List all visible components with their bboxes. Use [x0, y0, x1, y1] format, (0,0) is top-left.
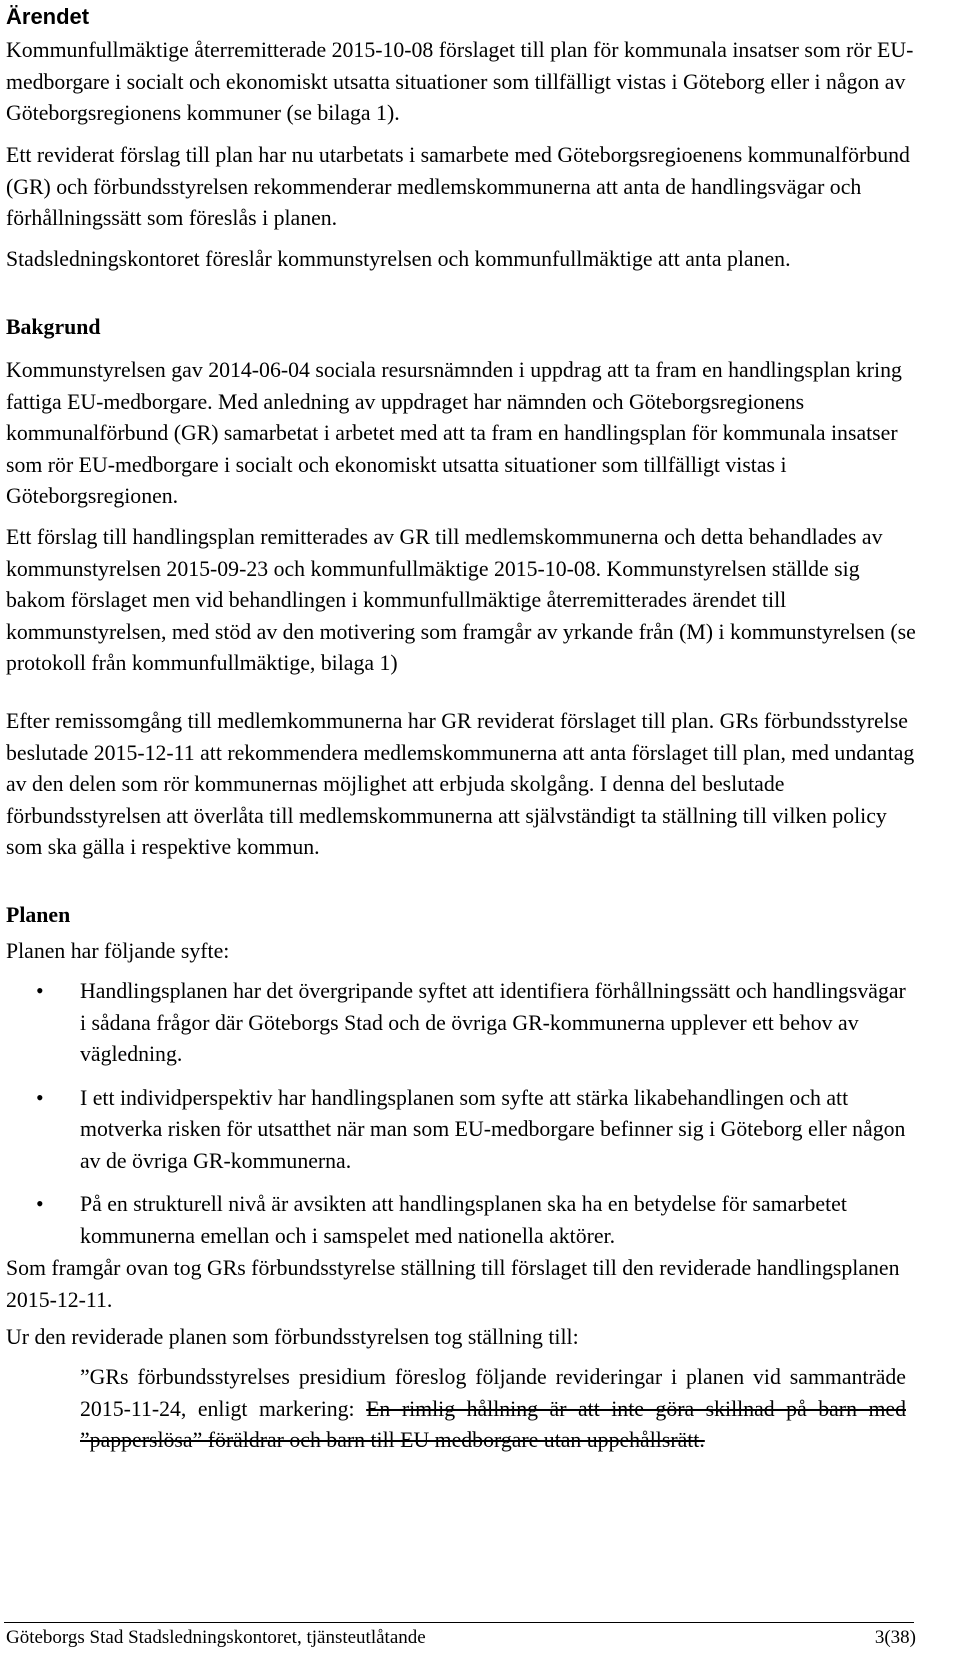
list-item-text: I ett individperspektiv har handlingsplanen som syfte att stärka likabehandlingen och att motverka risken för utsatthet när man som EU-medborgare befinner sig i Göteborg eller någon av de övriga GR-kommunerna. [80, 1085, 906, 1173]
heading-bakgrund: Bakgrund [6, 315, 101, 339]
list-item [6, 1189, 916, 1252]
page-number: 3(38) [874, 1627, 916, 1648]
arendet-paragraph-1: Kommunfullmäktige återremitterade 2015-10-08 förslaget till plan för kommunala insatser som rör EU-medborgare i socialt och ekonomiskt utsatta situationer som tillfälligt vistas i Göteborg eller i någon av Göteborgsregionens kommuner (se bilaga 1). [6, 38, 914, 125]
struck-text: En rimlig hållning är att inte göra skillnad på barn med ”papperslösa” föräldrar och barn till EU medborgare utan uppehållsrätt. [80, 1396, 906, 1452]
quote-text: ”GRs förbundsstyrelses presidium föreslog följande revideringar i planen vid sammanträde 2015-11-24, enligt markering: [80, 1365, 906, 1421]
list-item-text: Handlingsplanen har det övergripande syftet att identifiera förhållningssätt och handlingsvägar i sådana frågor där Göteborgs Stad och de övriga GR-kommunerna upplever ett behov av vägledning. [80, 979, 906, 1066]
arendet-paragraph-2: Ett reviderat förslag till plan har nu utarbetats i samarbete med Göteborgsregioenens kommunalförbund (GR) och förbundsstyrelsen rekommenderar medlemskommunerna att anta de handlingsvägar och förhållningssätt som föreslås i planen. [6, 143, 910, 230]
bullet-icon: • [36, 1192, 44, 1216]
purpose-list [6, 976, 916, 1264]
heading-arendet: Ärendet [6, 4, 90, 29]
list-item [6, 976, 916, 1071]
list-item [6, 1083, 916, 1178]
bakgrund-paragraph-2: Ett förslag till handlingsplan remitterades av GR till medlemskommunerna och detta behandlades av kommunstyrelsen 2015-09-23 och kommunfullmäktige 2015-10-08. Kommunstyrelsen ställde sig bakom förslaget men vid behandlingen i kommunfullmäktige återremitterades ärendet till kommunstyrelsen, med stöd av den motivering som framgår av yrkande från (M) i kommunstyrelsen (se protokoll från kommunfullmäktige, bilaga 1) [6, 525, 916, 675]
bullet-icon: • [36, 979, 44, 1003]
footer-divider [4, 1622, 914, 1623]
footer-source: Göteborgs Stad Stadsledningskontoret, tjänsteutlåtande [6, 1627, 426, 1648]
planen-paragraph-2: Ur den reviderade planen som förbundsstyrelsen tog ställning till: [6, 1325, 579, 1349]
bullet-icon: • [36, 1085, 44, 1110]
heading-planen: Planen [6, 903, 71, 927]
quoted-revision [80, 1362, 906, 1457]
planen-paragraph-1: Som framgår ovan tog GRs förbundsstyrelse ställning till förslaget till den reviderade handlingsplanen 2015-12-11. [6, 1256, 900, 1312]
list-item-text: På en strukturell nivå är avsikten att handlingsplanen ska ha en betydelse för samarbetet kommunerna emellan och i samspelet med nationella aktörer. [80, 1192, 847, 1248]
bakgrund-paragraph-3: Efter remissomgång till medlemkommunerna har GR reviderat förslaget till plan. GRs förbundsstyrelse beslutade 2015-12-11 att rekommendera medlemskommunerna att anta förslaget till plan, med undantag av den delen som rör kommunernas möjlighet att erbjuda skolgång. I denna del beslutade förbundsstyrelsen att överlåta till medlemskommunerna att självständigt ta ställning till vilken policy som ska gälla i respektive kommun. [6, 709, 915, 859]
planen-intro: Planen har följande syfte: [6, 939, 230, 963]
bakgrund-paragraph-1: Kommunstyrelsen gav 2014-06-04 sociala resursnämnden i uppdrag att ta fram en handlingsplan kring fattiga EU-medborgare. Med anledning av uppdraget har nämnden och Göteborgsregionens kommunalförbund (GR) samarbetat i arbetet med att ta fram en handlingsplan för kommunala insatser som rör EU-medborgare i socialt och ekonomiskt utsatta situationer som tillfälligt vistas i Göteborgsregionen. [6, 358, 902, 508]
arendet-paragraph-3: Stadsledningskontoret föreslår kommunstyrelsen och kommunfullmäktige att anta planen. [6, 247, 791, 271]
